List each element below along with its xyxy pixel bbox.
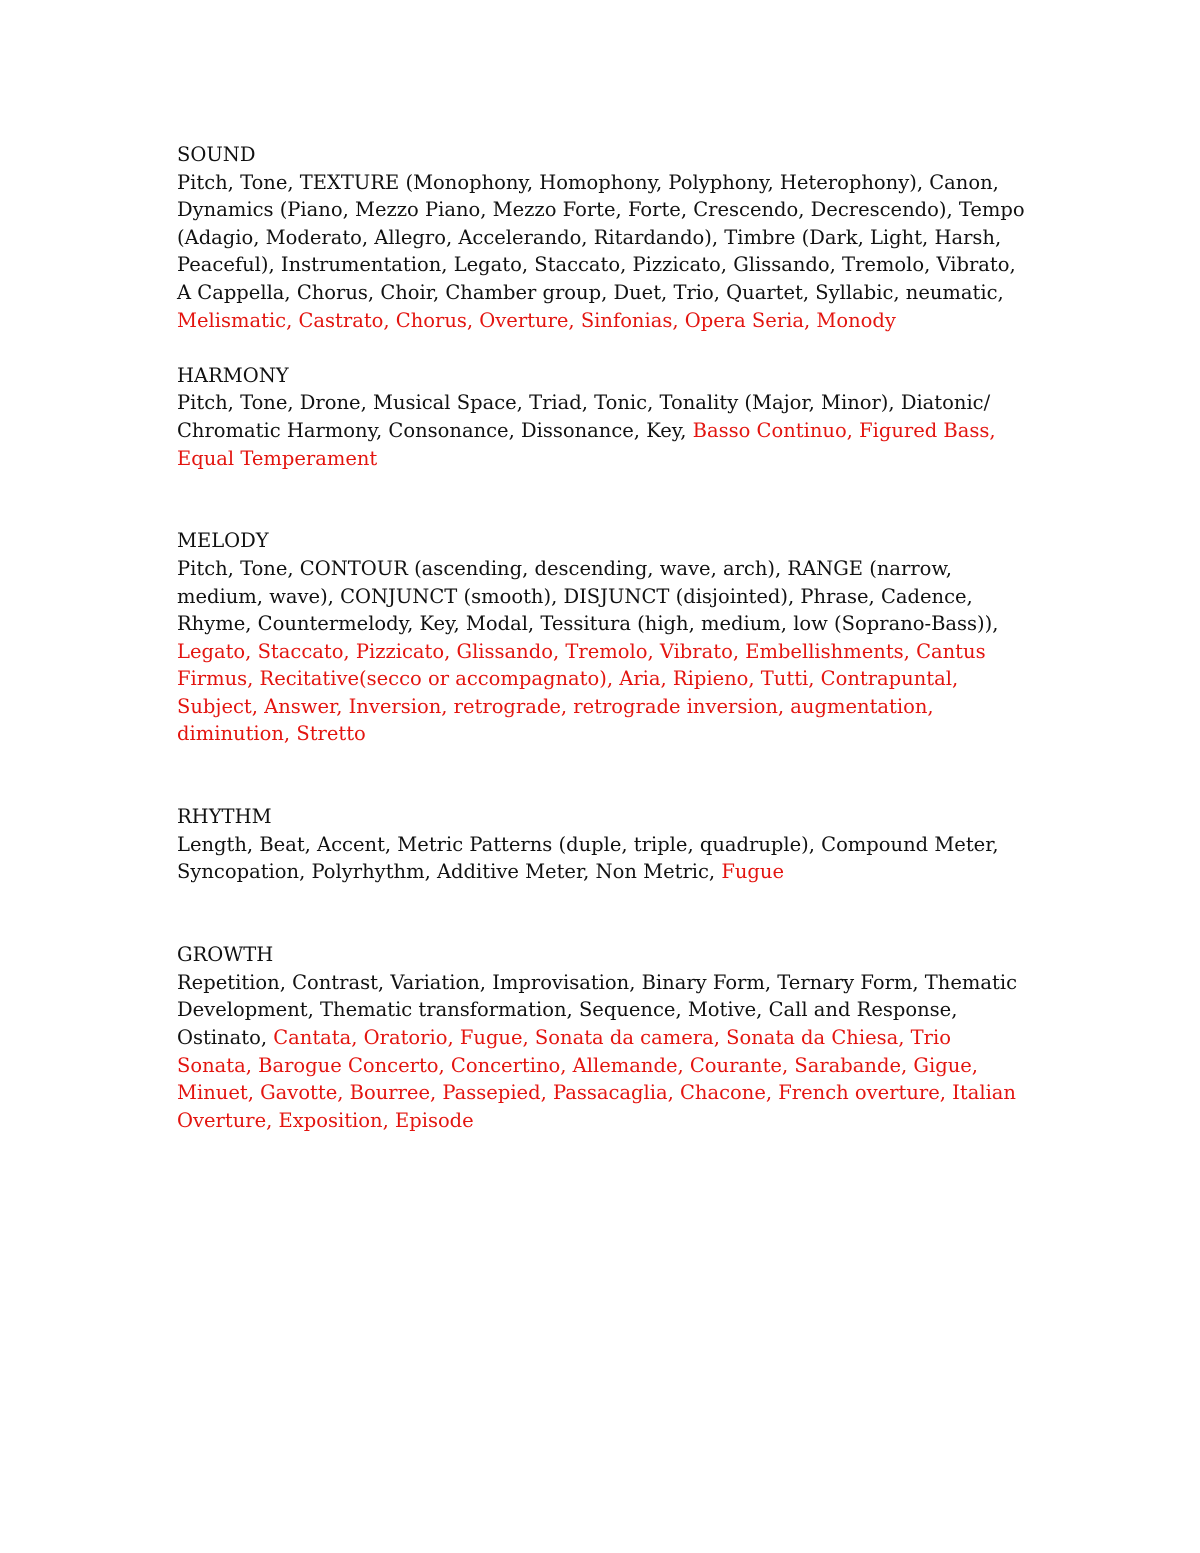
section-highlight: Fugue	[721, 860, 784, 884]
section-rhythm	[177, 803, 1027, 886]
paragraph-gap	[177, 472, 1027, 527]
section-heading: HARMONY	[177, 363, 289, 387]
section-heading: GROWTH	[177, 943, 274, 967]
section-text: Pitch, Tone, Drone, Musical Space, Triad, Tonic, Tonality (Major, Minor), Diatonic/ Chromatic Harmony, Consonance, Dissonance, Key,	[177, 391, 991, 442]
paragraph-gap	[177, 748, 1027, 803]
paragraph-gap	[177, 886, 1027, 941]
section-melody	[177, 527, 1027, 748]
section-body	[177, 389, 1027, 472]
section-heading: MELODY	[177, 529, 269, 553]
section-text: Pitch, Tone, TEXTURE (Monophony, Homophony, Polyphony, Heterophony), Canon, Dynamics (Piano, Mezzo Piano, Mezzo Forte, Forte, Crescendo, Decrescendo), Tempo (Adagio, Moderato, Allegro, Accelerando, Ritardando), Timbre (Dark, Light, Harsh, Peaceful), Instrumentation, Legato, Staccato, Pizzicato, Glissando, Tremolo, Vibrato, A Cappella, Chorus, Choir, Chamber group, Duet, Trio, Quartet, Syllabic, neumatic,	[177, 170, 1025, 304]
section-text: Length, Beat, Accent, Metric Patterns (duple, triple, quadruple), Compound Meter, Syncopation, Polyrhythm, Additive Meter, Non Metric,	[177, 832, 999, 884]
section-body	[177, 169, 1027, 335]
paragraph-gap	[177, 334, 1027, 362]
section-heading: RHYTHM	[177, 805, 272, 829]
section-growth	[177, 941, 1027, 1134]
section-text: Repetition, Contrast, Variation, Improvisation, Binary Form, Ternary Form, Thematic Development, Thematic transformation, Sequence, Motive, Call and Response, Ostinato,	[177, 970, 1017, 1049]
section-sound	[177, 141, 1027, 334]
section-heading: SOUND	[177, 143, 256, 166]
section-body	[177, 969, 1027, 1135]
section-body	[177, 555, 1027, 748]
section-highlight: Melismatic, Castrato, Chorus, Overture, Sinfonias, Opera Seria, Monody	[177, 308, 896, 332]
section-body	[177, 831, 1027, 886]
section-harmony	[177, 362, 1027, 472]
document-content	[177, 141, 1027, 1134]
section-highlight: Basso Continuo, Figured Bass, Equal Temperament	[177, 418, 996, 470]
section-text: Pitch, Tone, CONTOUR (ascending, descending, wave, arch), RANGE (narrow, medium, wave), CONJUNCT (smooth), DISJUNCT (disjointed), Phrase, Cadence, Rhyme, Countermelody, Key, Modal, Tessitura (high, medium, low (Soprano-Bass)),	[177, 556, 999, 636]
section-highlight: Legato, Staccato, Pizzicato, Glissando, Tremolo, Vibrato, Embellishments, Cantus Firmus, Recitative(secco or accompagnato), Aria, Ripieno, Tutti, Contrapuntal, Subject, Answer, Inversion, retrograde, retrograde inversion, augmentation, diminution, Stretto	[177, 639, 986, 746]
section-highlight: Cantata, Oratorio, Fugue, Sonata da camera, Sonata da Chiesa, Trio Sonata, Barogue Concerto, Concertino, Allemande, Courante, Sarabande, Gigue, Minuet, Gavotte, Bourree, Passepied, Passacaglia, Chacone, French overture, Italian Overture, Exposition, Episode	[177, 1026, 1016, 1132]
